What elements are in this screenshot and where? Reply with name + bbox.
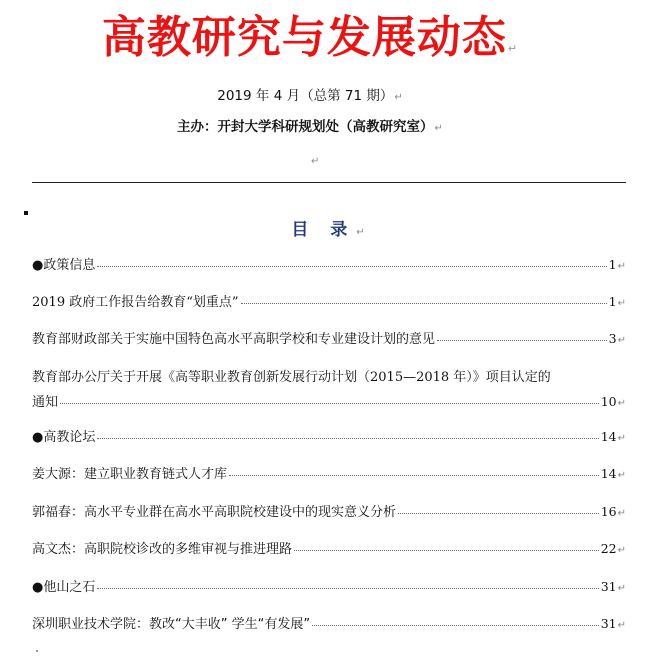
dot-leader bbox=[294, 536, 599, 551]
paragraph-mark: ↵ bbox=[617, 508, 626, 519]
paragraph-mark: ↵ bbox=[617, 470, 626, 481]
toc-entry-page: 14 bbox=[600, 429, 617, 444]
empty-paragraph bbox=[310, 151, 319, 170]
toc-entry-label: 郭福春：高水平专业群在高水平高职院校建设中的现实意义分析 bbox=[32, 505, 397, 520]
toc-entry-project-recognition[interactable] bbox=[32, 366, 626, 416]
paragraph-mark: ↵ bbox=[434, 123, 443, 134]
paragraph-mark: ↵ bbox=[617, 298, 626, 309]
header-divider bbox=[32, 182, 626, 183]
toc-entry-gao-wenjie[interactable] bbox=[32, 537, 626, 563]
toc-entry-higher-ed-forum[interactable] bbox=[32, 425, 626, 451]
toc-entry-page: 14 bbox=[600, 466, 617, 481]
toc-entry-label: 深圳职业技术学院：教改“大丰收” 学生“有发展” bbox=[32, 617, 311, 632]
toc-title bbox=[0, 216, 656, 247]
issue-line bbox=[0, 86, 620, 108]
dot-leader bbox=[398, 499, 599, 514]
masthead-title bbox=[0, 6, 620, 81]
sponsor-text: 主办：开封大学科研规划处（高教研究室） bbox=[177, 119, 434, 135]
paragraph-mark: ↵ bbox=[356, 227, 365, 238]
paragraph-mark: ↵ bbox=[507, 42, 519, 55]
toc-entry-label: 教育部财政部关于实施中国特色高水平高职学校和专业建设计划的意见 bbox=[32, 332, 436, 347]
toc-entry-label: ●政策信息 bbox=[32, 258, 96, 273]
dot-leader bbox=[97, 574, 598, 589]
paragraph-mark: ↵ bbox=[617, 545, 626, 556]
paragraph-mark: ↵ bbox=[617, 583, 626, 594]
paragraph-mark: ↵ bbox=[617, 620, 626, 631]
toc-entry-double-high-plan[interactable] bbox=[32, 327, 626, 353]
toc-entry-other-mountains[interactable] bbox=[32, 575, 626, 601]
dot-leader bbox=[229, 461, 599, 476]
toc-entry-guo-fuchun[interactable] bbox=[32, 500, 626, 526]
toc-entry-label: 通知 bbox=[32, 395, 59, 410]
paragraph-mark: ↵ bbox=[617, 433, 626, 444]
anchor-marker bbox=[24, 211, 28, 215]
dot-leader bbox=[241, 289, 607, 304]
toc-title-text: 目 录 bbox=[291, 220, 356, 240]
toc-entry-page: 22 bbox=[600, 541, 617, 556]
toc-entry-government-report[interactable] bbox=[32, 290, 626, 316]
dot-leader bbox=[437, 326, 607, 341]
toc-entry-page: 10 bbox=[600, 394, 617, 409]
toc-entry-label-line1: 教育部办公厅关于开展《高等职业教育创新发展行动计划（2015—2018 年）》项目认定的 bbox=[32, 370, 551, 385]
toc-entry-label: 高文杰：高职院校诊改的多维审视与推进理路 bbox=[32, 542, 293, 557]
toc-entry-jiang-dayuan[interactable] bbox=[32, 462, 626, 488]
paragraph-mark: ↵ bbox=[617, 398, 626, 409]
toc-entry-page: 1 bbox=[608, 257, 617, 272]
toc-entry-page: 3 bbox=[608, 331, 617, 346]
stray-dot bbox=[36, 650, 38, 652]
toc-entry-label: ●高教论坛 bbox=[32, 430, 96, 445]
masthead-title-text: 高教研究与发展动态 bbox=[101, 12, 507, 63]
dot-leader bbox=[60, 389, 599, 404]
paragraph-mark: ↵ bbox=[394, 92, 403, 103]
dot-leader bbox=[97, 252, 606, 267]
toc-entry-page: 1 bbox=[608, 294, 617, 309]
toc-entry-shenzhen-polytechnic[interactable] bbox=[32, 612, 626, 638]
paragraph-mark: ↵ bbox=[617, 335, 626, 346]
paragraph-mark: ↵ bbox=[617, 261, 626, 272]
sponsor-line bbox=[0, 117, 620, 139]
toc-entry-page: 31 bbox=[600, 579, 617, 594]
paragraph-mark: ↵ bbox=[311, 156, 320, 167]
issue-text: 2019 年 4 月（总第 71 期） bbox=[217, 88, 394, 104]
toc-entry-label: 2019 政府工作报告给教育“划重点” bbox=[32, 295, 239, 310]
toc-entry-policy-info[interactable] bbox=[32, 253, 626, 279]
dot-leader bbox=[312, 611, 599, 626]
toc-entry-label: ●他山之石 bbox=[32, 580, 96, 595]
dot-leader bbox=[97, 424, 598, 439]
toc-entry-page: 16 bbox=[600, 504, 617, 519]
toc-entry-page: 31 bbox=[600, 616, 617, 631]
toc-entry-label: 姜大源：建立职业教育链式人才库 bbox=[32, 467, 228, 482]
